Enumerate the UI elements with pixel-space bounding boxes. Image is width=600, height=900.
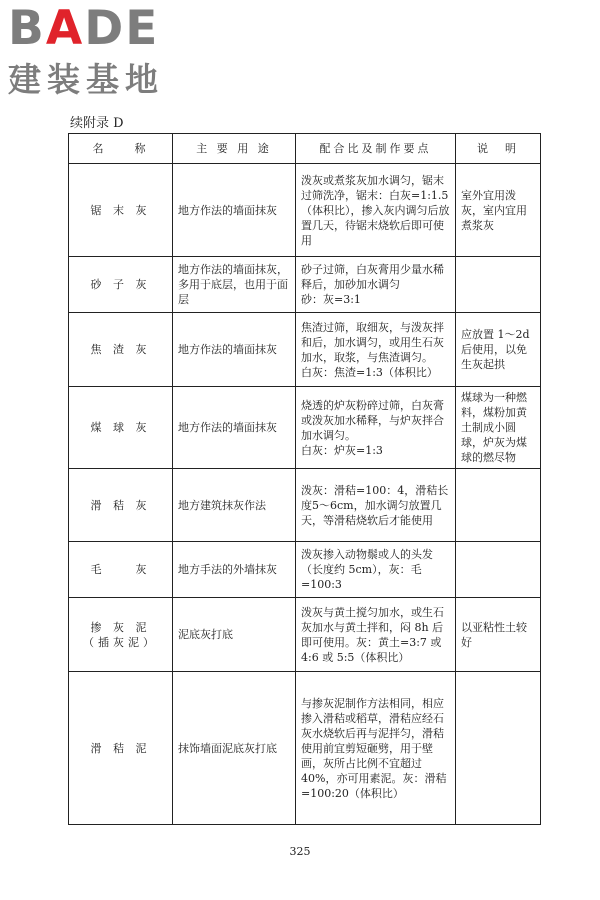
row-use: 泥底灰打底 xyxy=(173,598,296,672)
row-note: 以亚粘性土较好 xyxy=(456,598,541,672)
row-name: 砂 子 灰 xyxy=(69,257,173,313)
page-number: 325 xyxy=(289,845,311,858)
mortar-mix-table xyxy=(68,133,541,825)
row-use: 地方作法的墙面抹灰 xyxy=(173,313,296,387)
row-use: 抹饰墙面泥底灰打底 xyxy=(173,672,296,825)
row-note: 室外宜用泼灰，室内宜用煮浆灰 xyxy=(456,164,541,257)
row-name: 锯 末 灰 xyxy=(69,164,173,257)
row-name: 掺 灰 泥 （插灰泥） xyxy=(69,598,173,672)
row-use: 地方作法的墙面抹灰 xyxy=(173,164,296,257)
row-prep: 砂子过筛，白灰膏用少量水稀释后，加砂加水调匀 砂：灰=3:1 xyxy=(296,257,456,313)
row-name: 滑 秸 泥 xyxy=(69,672,173,825)
row-name: 煤 球 灰 xyxy=(69,387,173,469)
row-note xyxy=(456,257,541,313)
table-header-row xyxy=(69,134,541,164)
table-row xyxy=(69,672,541,825)
table-row xyxy=(69,469,541,542)
header-use: 主 要 用 途 xyxy=(173,134,296,164)
table-row xyxy=(69,164,541,257)
row-prep: 泼灰掺入动物鬃或人的头发（长度约 5cm），灰：毛=100:3 xyxy=(296,542,456,598)
row-prep: 泼灰与黄土搅匀加水，或生石灰加水与黄土拌和，闷 8h 后即可使用。灰：黄土=3:7 或 4:6 或 5:5（体积比） xyxy=(296,598,456,672)
row-note xyxy=(456,469,541,542)
table-row xyxy=(69,542,541,598)
row-prep: 泼灰：滑秸=100：4，滑秸长度5～6cm，加水调匀放置几天，等滑秸烧软后才能使用 xyxy=(296,469,456,542)
logo-subtitle: 建装基地 xyxy=(8,60,164,99)
row-name: 毛 灰 xyxy=(69,542,173,598)
row-prep: 烧透的炉灰粉碎过筛，白灰膏或泼灰加水稀释，与炉灰拌合加水调匀。 白灰：炉灰=1:3 xyxy=(296,387,456,469)
row-use: 地方手法的外墙抹灰 xyxy=(173,542,296,598)
row-prep: 与掺灰泥制作方法相同，相应掺入滑秸或稻草，滑秸应经石灰水烧软后再与泥拌匀，滑秸使用前宜剪短砸劈，用于壁画，灰所占比例不宜超过 40%，亦可用素泥。灰：滑秸=100:20（体积比） xyxy=(296,672,456,825)
row-note xyxy=(456,672,541,825)
row-use: 地方建筑抹灰作法 xyxy=(173,469,296,542)
table-row xyxy=(69,313,541,387)
logo-wordmark: BADE xyxy=(8,1,160,56)
header-note: 说 明 xyxy=(456,134,541,164)
row-name: 滑 秸 灰 xyxy=(69,469,173,542)
appendix-title: 续附录 D xyxy=(70,116,124,131)
header-prep: 配合比及制作要点 xyxy=(296,134,456,164)
table-row xyxy=(69,598,541,672)
row-name: 焦 渣 灰 xyxy=(69,313,173,387)
table-row xyxy=(69,257,541,313)
row-note: 煤球为一种燃料，煤粉加黄土制成小圆球，炉灰为煤球的燃尽物 xyxy=(456,387,541,469)
table-row xyxy=(69,387,541,469)
bade-logo xyxy=(8,1,183,104)
row-use: 地方作法的墙面抹灰，多用于底层，也用于面层 xyxy=(173,257,296,313)
row-note xyxy=(456,542,541,598)
row-note: 应放置 1～2d 后使用，以免生灰起拱 xyxy=(456,313,541,387)
row-prep: 泼灰或煮浆灰加水调匀，锯末过筛洗净，锯末：白灰=1:1.5（体积比），掺入灰内调匀后放置几天，待锯末烧软后即可使用 xyxy=(296,164,456,257)
row-use: 地方作法的墙面抹灰 xyxy=(173,387,296,469)
row-prep: 焦渣过筛，取细灰，与泼灰拌和后，加水调匀，或用生石灰加水，取浆，与焦渣调匀。 白灰：焦渣=1:3（体积比） xyxy=(296,313,456,387)
header-name: 名 称 xyxy=(69,134,173,164)
